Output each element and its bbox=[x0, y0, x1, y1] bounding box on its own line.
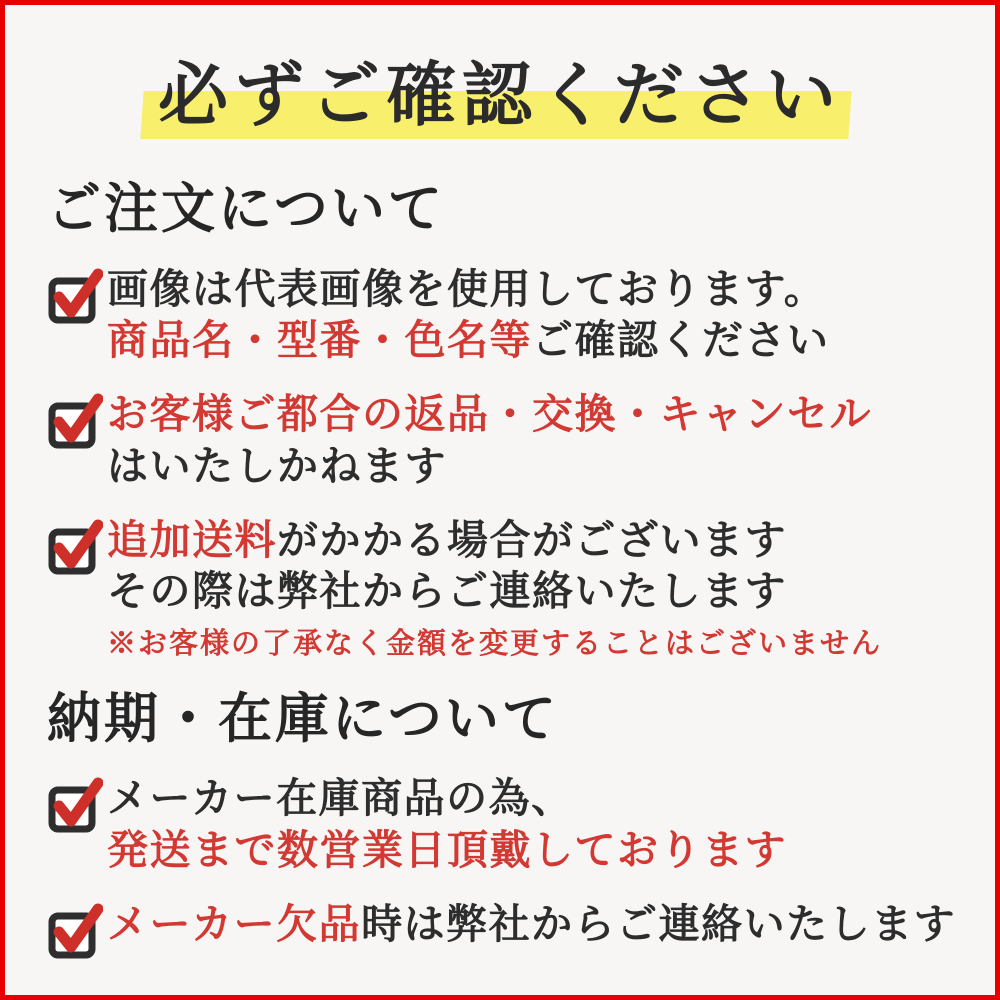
title-block bbox=[47, 49, 953, 140]
item-text bbox=[107, 515, 953, 618]
checklist-item bbox=[47, 773, 953, 876]
item-text-segment: お客様ご都合の返品・交換・キャンセル bbox=[107, 390, 872, 439]
section-items bbox=[47, 264, 953, 662]
item-text bbox=[107, 773, 953, 876]
checklist-item bbox=[47, 515, 953, 662]
checkbox-checked-icon bbox=[47, 266, 103, 324]
section-heading: 納期・在庫について bbox=[47, 685, 559, 750]
checkbox-checked-icon bbox=[47, 391, 103, 449]
checkbox-checked-icon bbox=[47, 775, 103, 833]
item-body bbox=[107, 773, 953, 876]
item-body bbox=[107, 515, 953, 662]
item-text bbox=[107, 899, 957, 950]
notice-section bbox=[47, 685, 957, 959]
item-text-segment: メーカー欠品 bbox=[107, 899, 362, 948]
item-text-segment: ご確認ください bbox=[532, 316, 830, 365]
item-text bbox=[107, 389, 953, 492]
item-body bbox=[107, 264, 953, 367]
item-text-segment: はいたしかねます bbox=[107, 441, 447, 490]
item-text-segment: 商品名・型番・色名等 bbox=[107, 316, 532, 365]
item-body bbox=[107, 899, 957, 950]
item-text-segment: がかかる場合がございます bbox=[277, 515, 787, 564]
notice-section bbox=[47, 176, 953, 662]
item-text-segment: 画像は代表画像を使用しております。 bbox=[107, 264, 827, 313]
title-inner bbox=[158, 49, 842, 140]
checkbox-checked-icon bbox=[47, 901, 103, 959]
item-text-segment: 追加送料 bbox=[107, 515, 277, 564]
item-text-segment: その際は弊社からご連絡いたします bbox=[107, 567, 787, 616]
section-items bbox=[47, 773, 957, 959]
sections bbox=[47, 176, 957, 959]
checklist-item bbox=[47, 899, 957, 959]
item-body bbox=[107, 389, 953, 492]
checkbox-checked-icon bbox=[47, 517, 103, 575]
page-title: 必ずご確認ください bbox=[158, 53, 842, 136]
checklist-item bbox=[47, 389, 953, 492]
item-text-segment: 発送まで数営業日頂戴しております bbox=[107, 825, 787, 874]
item-note: ※お客様の了承なく金額を変更することはございません bbox=[107, 626, 883, 661]
item-text bbox=[107, 264, 953, 367]
checklist-item bbox=[47, 264, 953, 367]
item-text-segment: メーカー在庫商品の為、 bbox=[107, 774, 574, 823]
section-heading: ご注文について bbox=[47, 176, 445, 240]
item-text-segment: 時は弊社からご連絡いたします bbox=[361, 899, 957, 948]
